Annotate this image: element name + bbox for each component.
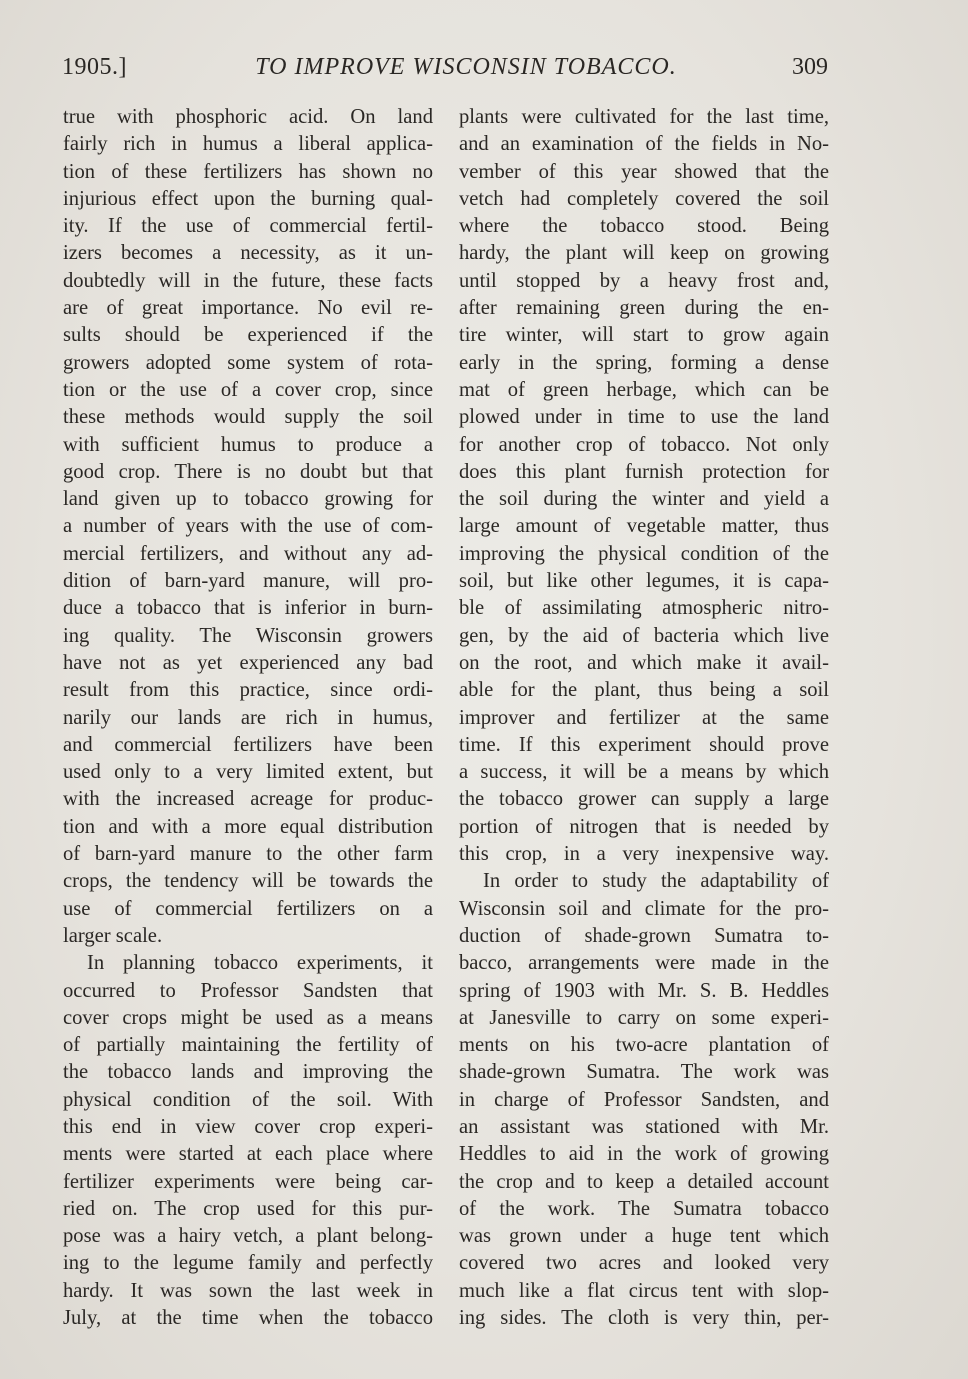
- right-column: [459, 104, 829, 1332]
- text-line: physical condition of the soil. With: [63, 1088, 433, 1111]
- text-line: Wisconsin soil and climate for the pro-: [459, 897, 829, 920]
- text-line: fairly rich in humus a liberal applica-: [63, 133, 433, 156]
- text-line: result from this practice, since ordi-: [63, 679, 433, 702]
- text-line: tion or the use of a cover crop, since: [63, 378, 433, 401]
- text-line: tion and with a more equal distribution: [63, 815, 433, 838]
- text-line: of the work. The Sumatra tobacco: [459, 1197, 829, 1220]
- text-line: the tobacco lands and improving the: [63, 1061, 433, 1084]
- page-number: 309: [792, 54, 828, 80]
- text-line: the soil during the winter and yield a: [459, 488, 829, 511]
- text-line: injurious effect upon the burning qual-: [63, 187, 433, 210]
- left-column: [63, 104, 433, 1332]
- text-line: vetch had completely covered the soil: [459, 187, 829, 210]
- text-line: of barn-yard manure to the other farm: [63, 843, 433, 866]
- text-line: time. If this experiment should prove: [459, 733, 829, 756]
- text-line: ments were started at each place where: [63, 1143, 433, 1166]
- text-line: occurred to Professor Sandsten that: [63, 979, 433, 1002]
- text-line: duce a tobacco that is inferior in burn-: [63, 597, 433, 620]
- text-line: shade-grown Sumatra. The work was: [459, 1061, 829, 1084]
- text-line: narily our lands are rich in humus,: [63, 706, 433, 729]
- text-line: able for the plant, thus being a soil: [459, 679, 829, 702]
- text-line: the tobacco grower can supply a large: [459, 788, 829, 811]
- header-date: 1905.]: [62, 54, 127, 80]
- text-line: mat of green herbage, which can be: [459, 378, 829, 401]
- text-line: mercial fertilizers, and without any ad-: [63, 542, 433, 565]
- text-line: tire winter, will start to grow again: [459, 324, 829, 347]
- text-line: and an examination of the fields in No-: [459, 133, 829, 156]
- text-line: of partially maintaining the fertility of: [63, 1034, 433, 1057]
- text-line: gen, by the aid of bacteria which live: [459, 624, 829, 647]
- text-line: ity. If the use of commercial fertil-: [63, 215, 433, 238]
- text-line: covered two acres and looked very: [459, 1252, 829, 1275]
- text-line: with the increased acreage for produc-: [63, 788, 433, 811]
- text-line: pose was a hairy vetch, a plant belong-: [63, 1225, 433, 1248]
- text-line: plowed under in time to use the land: [459, 406, 829, 429]
- text-line: the crop and to keep a detailed account: [459, 1170, 829, 1193]
- text-line: hardy. It was sown the last week in: [63, 1279, 433, 1302]
- text-line: ble of assimilating atmospheric nitro-: [459, 597, 829, 620]
- text-line: improving the physical condition of the: [459, 542, 829, 565]
- text-line: on the root, and which make it avail-: [459, 651, 829, 674]
- text-line: until stopped by a heavy frost and,: [459, 269, 829, 292]
- text-line: duction of shade-grown Sumatra to-: [459, 924, 829, 947]
- text-line: at Janesville to carry on some experi-: [459, 1006, 829, 1029]
- text-line: izers becomes a necessity, as it un-: [63, 242, 433, 265]
- text-line: tion of these fertilizers has shown no: [63, 160, 433, 183]
- text-line: dition of barn-yard manure, will pro-: [63, 570, 433, 593]
- text-line: are of great importance. No evil re-: [63, 297, 433, 320]
- text-line: was grown under a huge tent which: [459, 1225, 829, 1248]
- text-line: sults should be experienced if the: [63, 324, 433, 347]
- text-line: ing to the legume family and perfectly: [63, 1252, 433, 1275]
- text-line: large amount of vegetable matter, thus: [459, 515, 829, 538]
- text-line: In planning tobacco experiments, it: [87, 952, 433, 975]
- text-line: this end in view cover crop experi-: [63, 1115, 433, 1138]
- text-line: have not as yet experienced any bad: [63, 651, 433, 674]
- text-line: doubtedly will in the future, these facts: [63, 269, 433, 292]
- text-line: a success, it will be a means by which: [459, 761, 829, 784]
- text-line: spring of 1903 with Mr. S. B. Heddles: [459, 979, 829, 1002]
- text-line: much like a flat circus tent with slop-: [459, 1279, 829, 1302]
- text-line: use of commercial fertilizers on a: [63, 897, 433, 920]
- text-line: this crop, in a very inexpensive way.: [459, 843, 829, 866]
- text-line: cover crops might be used as a means: [63, 1006, 433, 1029]
- text-line: in charge of Professor Sandsten, and: [459, 1088, 829, 1111]
- text-line: where the tobacco stood. Being: [459, 215, 829, 238]
- text-line: portion of nitrogen that is needed by: [459, 815, 829, 838]
- text-line: does this plant furnish protection for: [459, 460, 829, 483]
- text-line: a number of years with the use of com-: [63, 515, 433, 538]
- text-line: improver and fertilizer at the same: [459, 706, 829, 729]
- text-line: larger scale.: [63, 924, 163, 947]
- text-line: ing sides. The cloth is very thin, per-: [459, 1307, 829, 1330]
- text-line: after remaining green during the en-: [459, 297, 829, 320]
- text-line: an assistant was stationed with Mr.: [459, 1115, 829, 1138]
- text-line: ried on. The crop used for this pur-: [63, 1197, 433, 1220]
- text-line: these methods would supply the soil: [63, 406, 433, 429]
- text-line: In order to study the adaptability of: [483, 870, 829, 893]
- text-line: with sufficient humus to produce a: [63, 433, 433, 456]
- text-line: growers adopted some system of rota-: [63, 351, 433, 374]
- text-line: true with phosphoric acid. On land: [63, 106, 433, 128]
- text-line: and commercial fertilizers have been: [63, 733, 433, 756]
- text-line: bacco, arrangements were made in the: [459, 952, 829, 975]
- text-line: used only to a very limited extent, but: [63, 761, 433, 784]
- text-line: early in the spring, forming a dense: [459, 351, 829, 374]
- text-line: plants were cultivated for the last time,: [459, 106, 829, 128]
- text-line: ments on his two-acre plantation of: [459, 1034, 829, 1057]
- text-line: good crop. There is no doubt but that: [63, 460, 433, 483]
- running-header: [62, 54, 832, 88]
- text-line: land given up to tobacco growing for: [63, 488, 433, 511]
- text-line: vember of this year showed that the: [459, 160, 829, 183]
- text-line: fertilizer experiments were being car-: [63, 1170, 433, 1193]
- running-title: TO IMPROVE WISCONSIN TOBACCO.: [255, 54, 677, 80]
- text-line: for another crop of tobacco. Not only: [459, 433, 829, 456]
- text-line: soil, but like other legumes, it is capa-: [459, 570, 829, 593]
- text-line: hardy, the plant will keep on growing: [459, 242, 829, 265]
- text-line: ing quality. The Wisconsin growers: [63, 624, 433, 647]
- text-line: crops, the tendency will be towards the: [63, 870, 433, 893]
- text-line: July, at the time when the tobacco: [63, 1307, 433, 1330]
- text-line: Heddles to aid in the work of growing: [459, 1143, 829, 1166]
